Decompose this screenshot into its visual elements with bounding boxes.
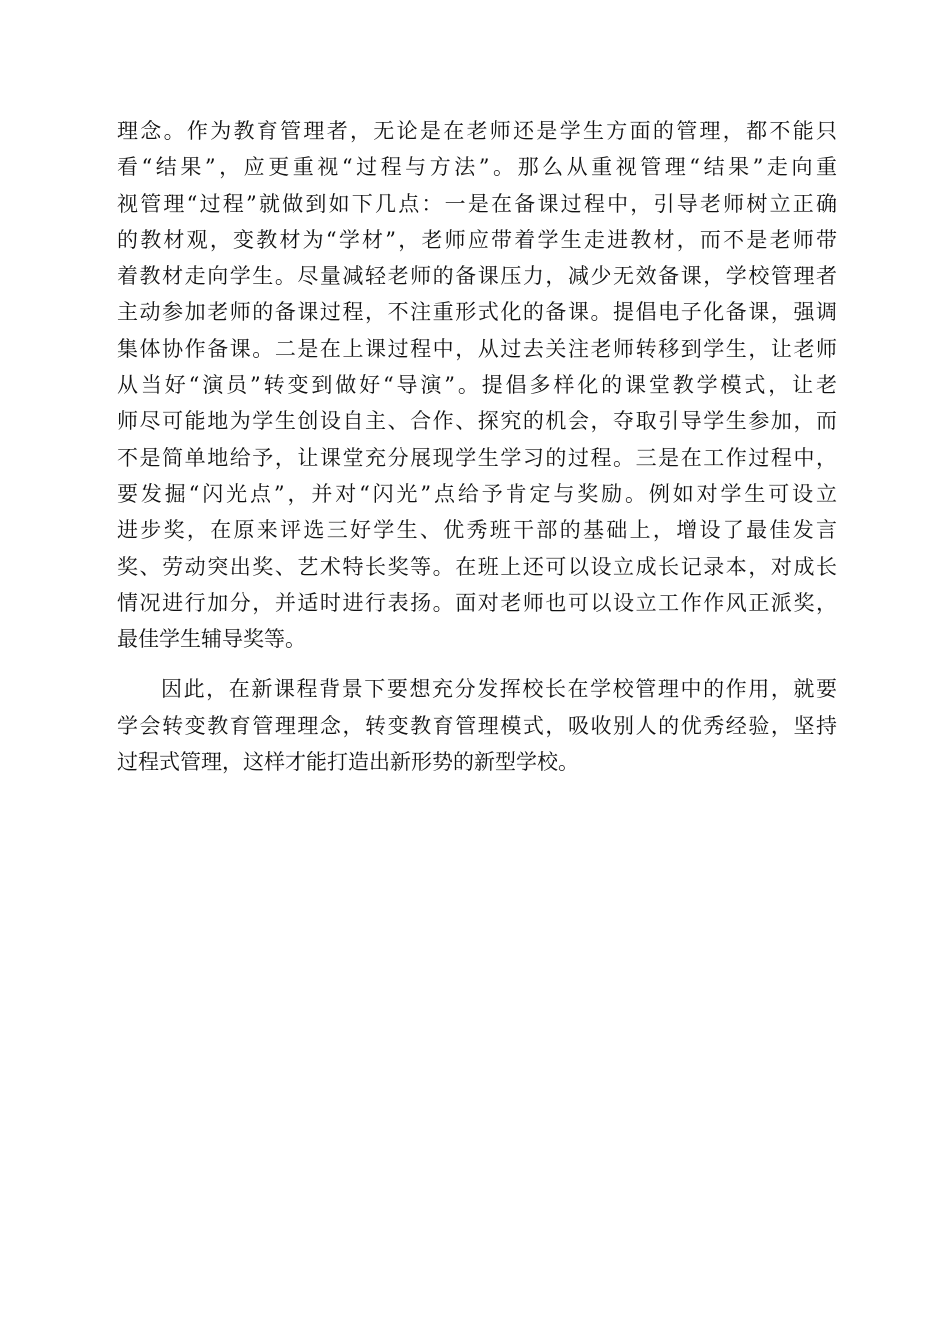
text-line: 不是简单地给予，让课堂充分展现学生学习的过程。三是在工作过程中， bbox=[117, 445, 837, 470]
text-line: 主动参加老师的备课过程，不注重形式化的备课。提倡电子化备课，强调 bbox=[117, 300, 837, 325]
text-line: 的教材观，变教材为“学材”，老师应带着学生走进教材，而不是老师带 bbox=[117, 227, 837, 252]
text-line: 理念。作为教育管理者，无论是在老师还是学生方面的管理，都不能只 bbox=[117, 119, 837, 143]
text-line: 集体协作备课。二是在上课过程中，从过去关注老师转移到学生，让老师 bbox=[117, 336, 837, 361]
text-line: 视管理“过程”就做到如下几点：一是在备课过程中，引导老师树立正确 bbox=[117, 191, 837, 216]
text-line: 因此，在新课程背景下要想充分发挥校长在学校管理中的作用，就要 bbox=[161, 677, 837, 702]
text-line: 学会转变教育管理理念，转变教育管理模式，吸收别人的优秀经验，坚持 bbox=[117, 713, 837, 738]
text-line: 师尽可能地为学生创设自主、合作、探究的机会，夺取引导学生参加，而 bbox=[117, 409, 837, 434]
paragraph-2 bbox=[117, 671, 837, 780]
paragraph-spacer bbox=[117, 657, 837, 671]
text-line: 从当好“演员”转变到做好“导演”。提倡多样化的课堂教学模式，让老 bbox=[117, 373, 837, 398]
text-line: 看“结果”，应更重视“过程与方法”。那么从重视管理“结果”走向重 bbox=[117, 155, 837, 180]
text-line: 着教材走向学生。尽量减轻老师的备课压力，减少无效备课，学校管理者 bbox=[117, 264, 837, 289]
text-line: 最佳学生辅导奖等。 bbox=[117, 627, 306, 652]
text-line: 情况进行加分，并适时进行表扬。面对老师也可以设立工作作风正派奖， bbox=[117, 590, 837, 615]
text-line: 过程式管理，这样才能打造出新形势的新型学校。 bbox=[117, 750, 579, 775]
text-line: 奖、劳动突出奖、艺术特长奖等。在班上还可以设立成长记录本，对成长 bbox=[117, 554, 837, 579]
paragraph-1 bbox=[117, 113, 837, 657]
document-body bbox=[117, 113, 837, 780]
text-line: 要发掘“闪光点”，并对“闪光”点给予肯定与奖励。例如对学生可设立 bbox=[117, 481, 837, 506]
text-line: 进步奖，在原来评选三好学生、优秀班干部的基础上，增设了最佳发言 bbox=[117, 518, 837, 543]
